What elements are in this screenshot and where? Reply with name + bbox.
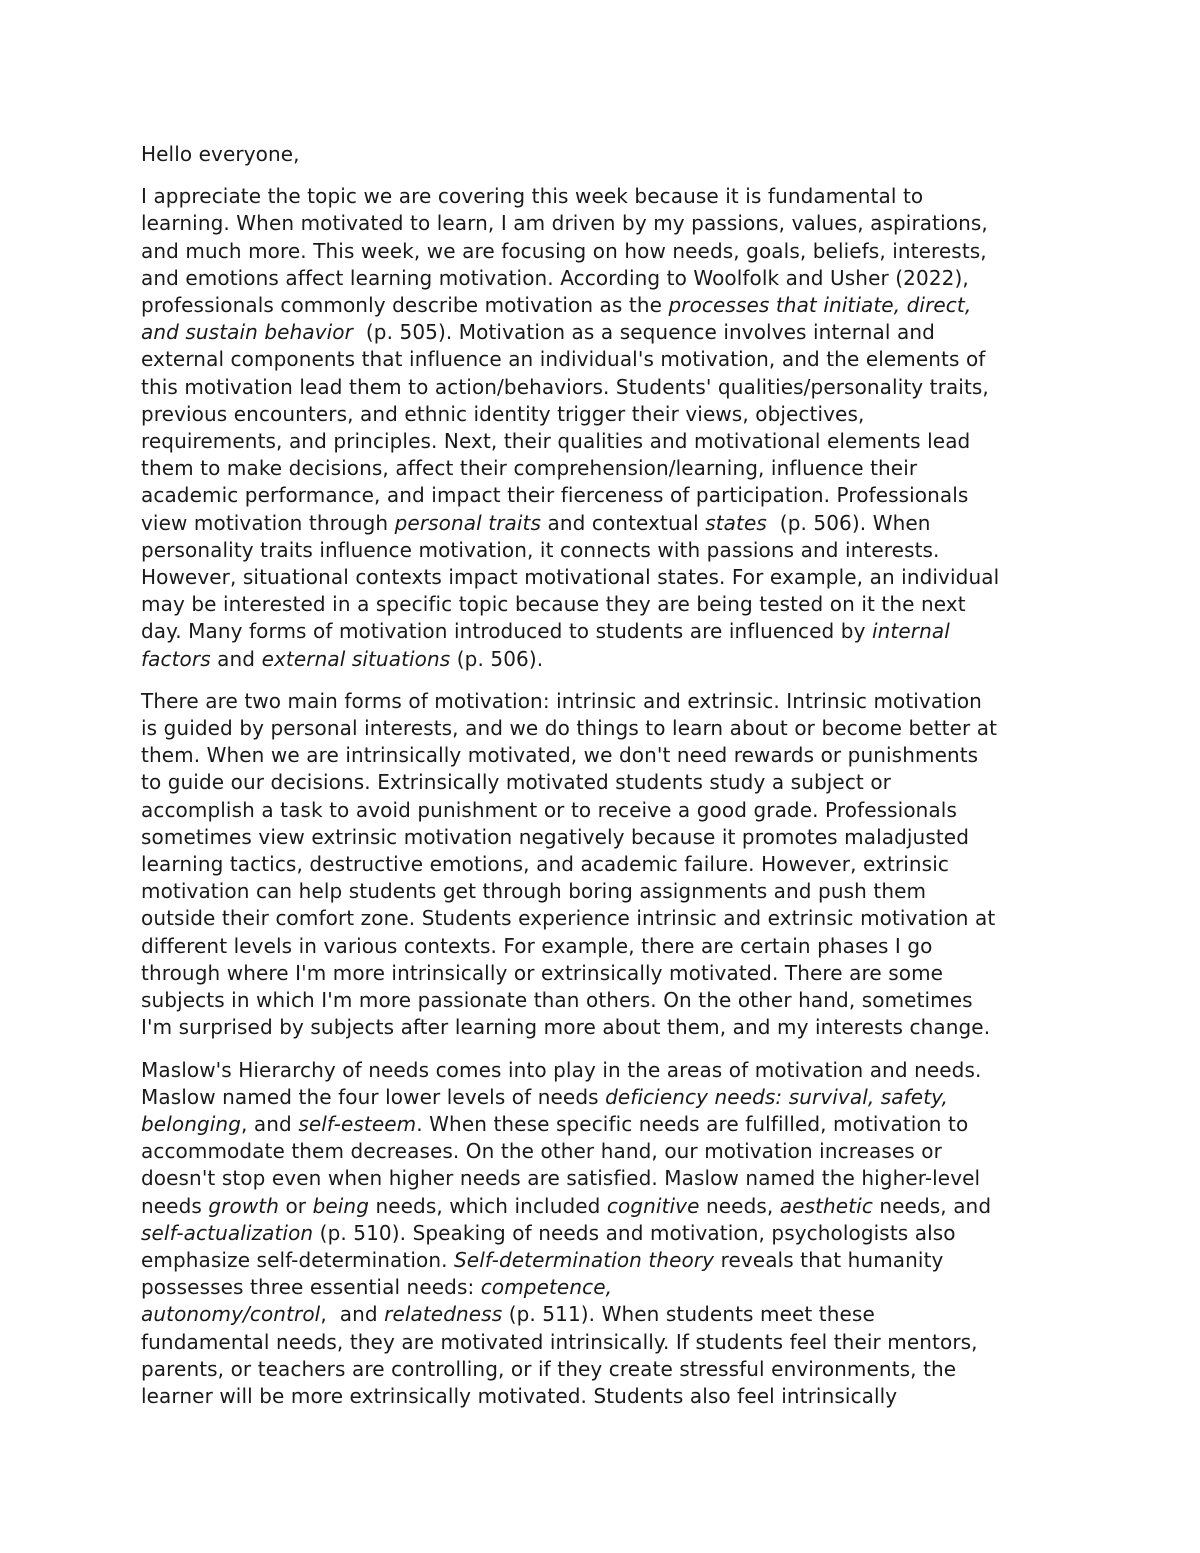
text-run: accomplish a task to avoid punishment or to receive a good grade. Professionals (141, 797, 957, 822)
text-run: may be interested in a specific topic because they are being tested on it the next (141, 592, 966, 617)
text-run: personality traits influence motivation, it connects with passions and interests. (141, 537, 940, 562)
text-run: possesses three essential needs: (141, 1275, 481, 1300)
italic-text: autonomy/control (141, 1302, 321, 1327)
text-line (141, 591, 1071, 618)
text-line (141, 537, 1071, 564)
text-line (141, 183, 1071, 210)
text-run: fundamental needs, they are motivated intrinsically. If students feel their mentors, (141, 1329, 978, 1354)
italic-text: competence, (480, 1275, 613, 1300)
text-line (141, 1165, 1071, 1192)
text-line (141, 455, 1071, 482)
text-line (141, 1014, 1071, 1041)
text-run: sometimes view extrinsic motivation negatively because it promotes maladjusted (141, 824, 969, 849)
text-line (141, 987, 1071, 1014)
italic-text: states (705, 510, 767, 535)
text-run: (p. 505). Motivation as a sequence involves internal and (352, 320, 935, 345)
text-run: and (210, 646, 262, 671)
italic-text: self-esteem (298, 1111, 417, 1136)
text-run: requirements, and principles. Next, their qualities and motivational elements lead (141, 429, 971, 454)
text-run: doesn't stop even when higher needs are satisfied. Maslow named the higher-level (141, 1166, 981, 1191)
text-line (141, 960, 1071, 987)
text-run: Maslow's Hierarchy of needs comes into play in the areas of motivation and needs. (141, 1057, 982, 1082)
document-body (141, 141, 1071, 1425)
text-line (141, 238, 1071, 265)
text-line (141, 210, 1071, 237)
text-run: I'm surprised by subjects after learning more about them, and my interests change. (141, 1015, 991, 1040)
text-line (141, 141, 1071, 168)
text-run: external components that influence an individual's motivation, and the elements of (141, 347, 986, 372)
text-run: and contextual (541, 510, 706, 535)
text-run: motivation can help students get through boring assignments and push them (141, 879, 927, 904)
text-line (141, 933, 1071, 960)
text-line (141, 401, 1071, 428)
text-run: view motivation through (141, 510, 395, 535)
text-line (141, 1111, 1071, 1138)
body-paragraph (141, 1057, 1071, 1411)
italic-text: processes that initiate, direct, (668, 293, 972, 318)
text-line (141, 510, 1071, 537)
text-run: reveals that humanity (714, 1247, 944, 1272)
text-line (141, 564, 1071, 591)
italic-text: internal (871, 619, 950, 644)
text-run: learner will be more extrinsically motivated. Students also feel intrinsically (141, 1383, 898, 1408)
text-line (141, 1329, 1071, 1356)
text-line (141, 797, 1071, 824)
text-run: Maslow named the four lower levels of needs (141, 1084, 606, 1109)
text-line (141, 715, 1071, 742)
text-run: them. When we are intrinsically motivated, we don't need rewards or punishments (141, 743, 979, 768)
italic-text: Self-determination theory (454, 1247, 715, 1272)
text-run: professionals commonly describe motivation as the (141, 293, 669, 318)
text-line (141, 646, 1071, 673)
text-line (141, 428, 1071, 455)
italic-text: and sustain behavior (141, 320, 353, 345)
text-run: needs, which included (369, 1193, 607, 1218)
text-run: (p. 511). When students meet these (502, 1302, 875, 1327)
italic-text: personal traits (394, 510, 542, 535)
text-line (141, 1383, 1071, 1410)
text-line (141, 1356, 1071, 1383)
text-run: outside their comfort zone. Students experience intrinsic and extrinsic motivation at (141, 906, 996, 931)
text-run: There are two main forms of motivation: intrinsic and extrinsic. Intrinsic motivation (141, 688, 982, 713)
text-run: them to make decisions, affect their comprehension/learning, influence their (141, 456, 918, 481)
text-line (141, 482, 1071, 509)
text-line (141, 769, 1071, 796)
text-run: (p. 506). (450, 646, 544, 671)
text-run: previous encounters, and ethnic identity trigger their views, objectives, (141, 401, 865, 426)
text-run: learning tactics, destructive emotions, and academic failure. However, extrinsic (141, 852, 949, 877)
text-line (141, 1247, 1071, 1274)
text-run: and emotions affect learning motivation. According to Woolfolk and Usher (2022), (141, 265, 969, 290)
italic-text: external situations (261, 646, 451, 671)
text-run: different levels in various contexts. For example, there are certain phases I go (141, 933, 933, 958)
text-line (141, 1301, 1071, 1328)
text-run: parents, or teachers are controlling, or if they create stressful environments, the (141, 1356, 957, 1381)
text-run: and much more. This week, we are focusing on how needs, goals, beliefs, interests, (141, 238, 987, 263)
text-line (141, 618, 1071, 645)
text-line (141, 265, 1071, 292)
text-line (141, 1193, 1071, 1220)
text-line (141, 374, 1071, 401)
text-line (141, 824, 1071, 851)
body-paragraph (141, 688, 1071, 1042)
text-run: emphasize self-determination. (141, 1247, 455, 1272)
greeting-paragraph (141, 141, 1071, 168)
italic-text: deficiency needs: survival, safety, (605, 1084, 948, 1109)
text-run: accommodate them decreases. On the other hand, our motivation increases or (141, 1139, 942, 1164)
text-line (141, 1057, 1071, 1084)
text-run: needs (141, 1193, 209, 1218)
text-run: subjects in which I'm more passionate than others. On the other hand, sometimes (141, 988, 973, 1013)
text-line (141, 346, 1071, 373)
text-line (141, 688, 1071, 715)
text-run: or (279, 1193, 313, 1218)
text-run: through where I'm more intrinsically or extrinsically motivated. There are some (141, 960, 944, 985)
text-run: However, situational contexts impact motivational states. For example, an individual (141, 565, 1000, 590)
text-line (141, 742, 1071, 769)
italic-text: aesthetic (779, 1193, 873, 1218)
italic-text: being (312, 1193, 370, 1218)
text-run: to guide our decisions. Extrinsically motivated students study a subject or (141, 770, 891, 795)
italic-text: cognitive (606, 1193, 700, 1218)
text-line (141, 878, 1071, 905)
text-run: needs, and (872, 1193, 992, 1218)
text-line (141, 319, 1071, 346)
text-run: is guided by personal interests, and we do things to learn about or become better at (141, 716, 998, 741)
text-run: academic performance, and impact their fierceness of participation. Professionals (141, 483, 969, 508)
text-line (141, 1138, 1071, 1165)
text-run: (p. 510). Speaking of needs and motivation, psychologists also (313, 1220, 956, 1245)
italic-text: belonging (141, 1111, 241, 1136)
text-line (141, 905, 1071, 932)
text-line (141, 1220, 1071, 1247)
text-line (141, 292, 1071, 319)
text-run: , and (241, 1111, 299, 1136)
italic-text: relatedness (384, 1302, 503, 1327)
text-run: learning. When motivated to learn, I am driven by my passions, values, aspirations, (141, 211, 988, 236)
text-run: I appreciate the topic we are covering this week because it is fundamental to (141, 184, 924, 209)
text-line (141, 851, 1071, 878)
italic-text: factors (141, 646, 211, 671)
italic-text: growth (208, 1193, 279, 1218)
text-run: day. Many forms of motivation introduced to students are influenced by (141, 619, 872, 644)
text-line (141, 1274, 1071, 1301)
body-paragraph (141, 183, 1071, 673)
text-line (141, 1084, 1071, 1111)
text-run: , and (320, 1302, 385, 1327)
italic-text: self-actualization (141, 1220, 314, 1245)
text-run: this motivation lead them to action/behaviors. Students' qualities/personality traits, (141, 374, 989, 399)
text-run: needs, (699, 1193, 780, 1218)
text-run: Hello everyone, (141, 142, 300, 166)
text-run: . When these specific needs are fulfilled, motivation to (416, 1111, 969, 1136)
text-run: (p. 506). When (766, 510, 931, 535)
